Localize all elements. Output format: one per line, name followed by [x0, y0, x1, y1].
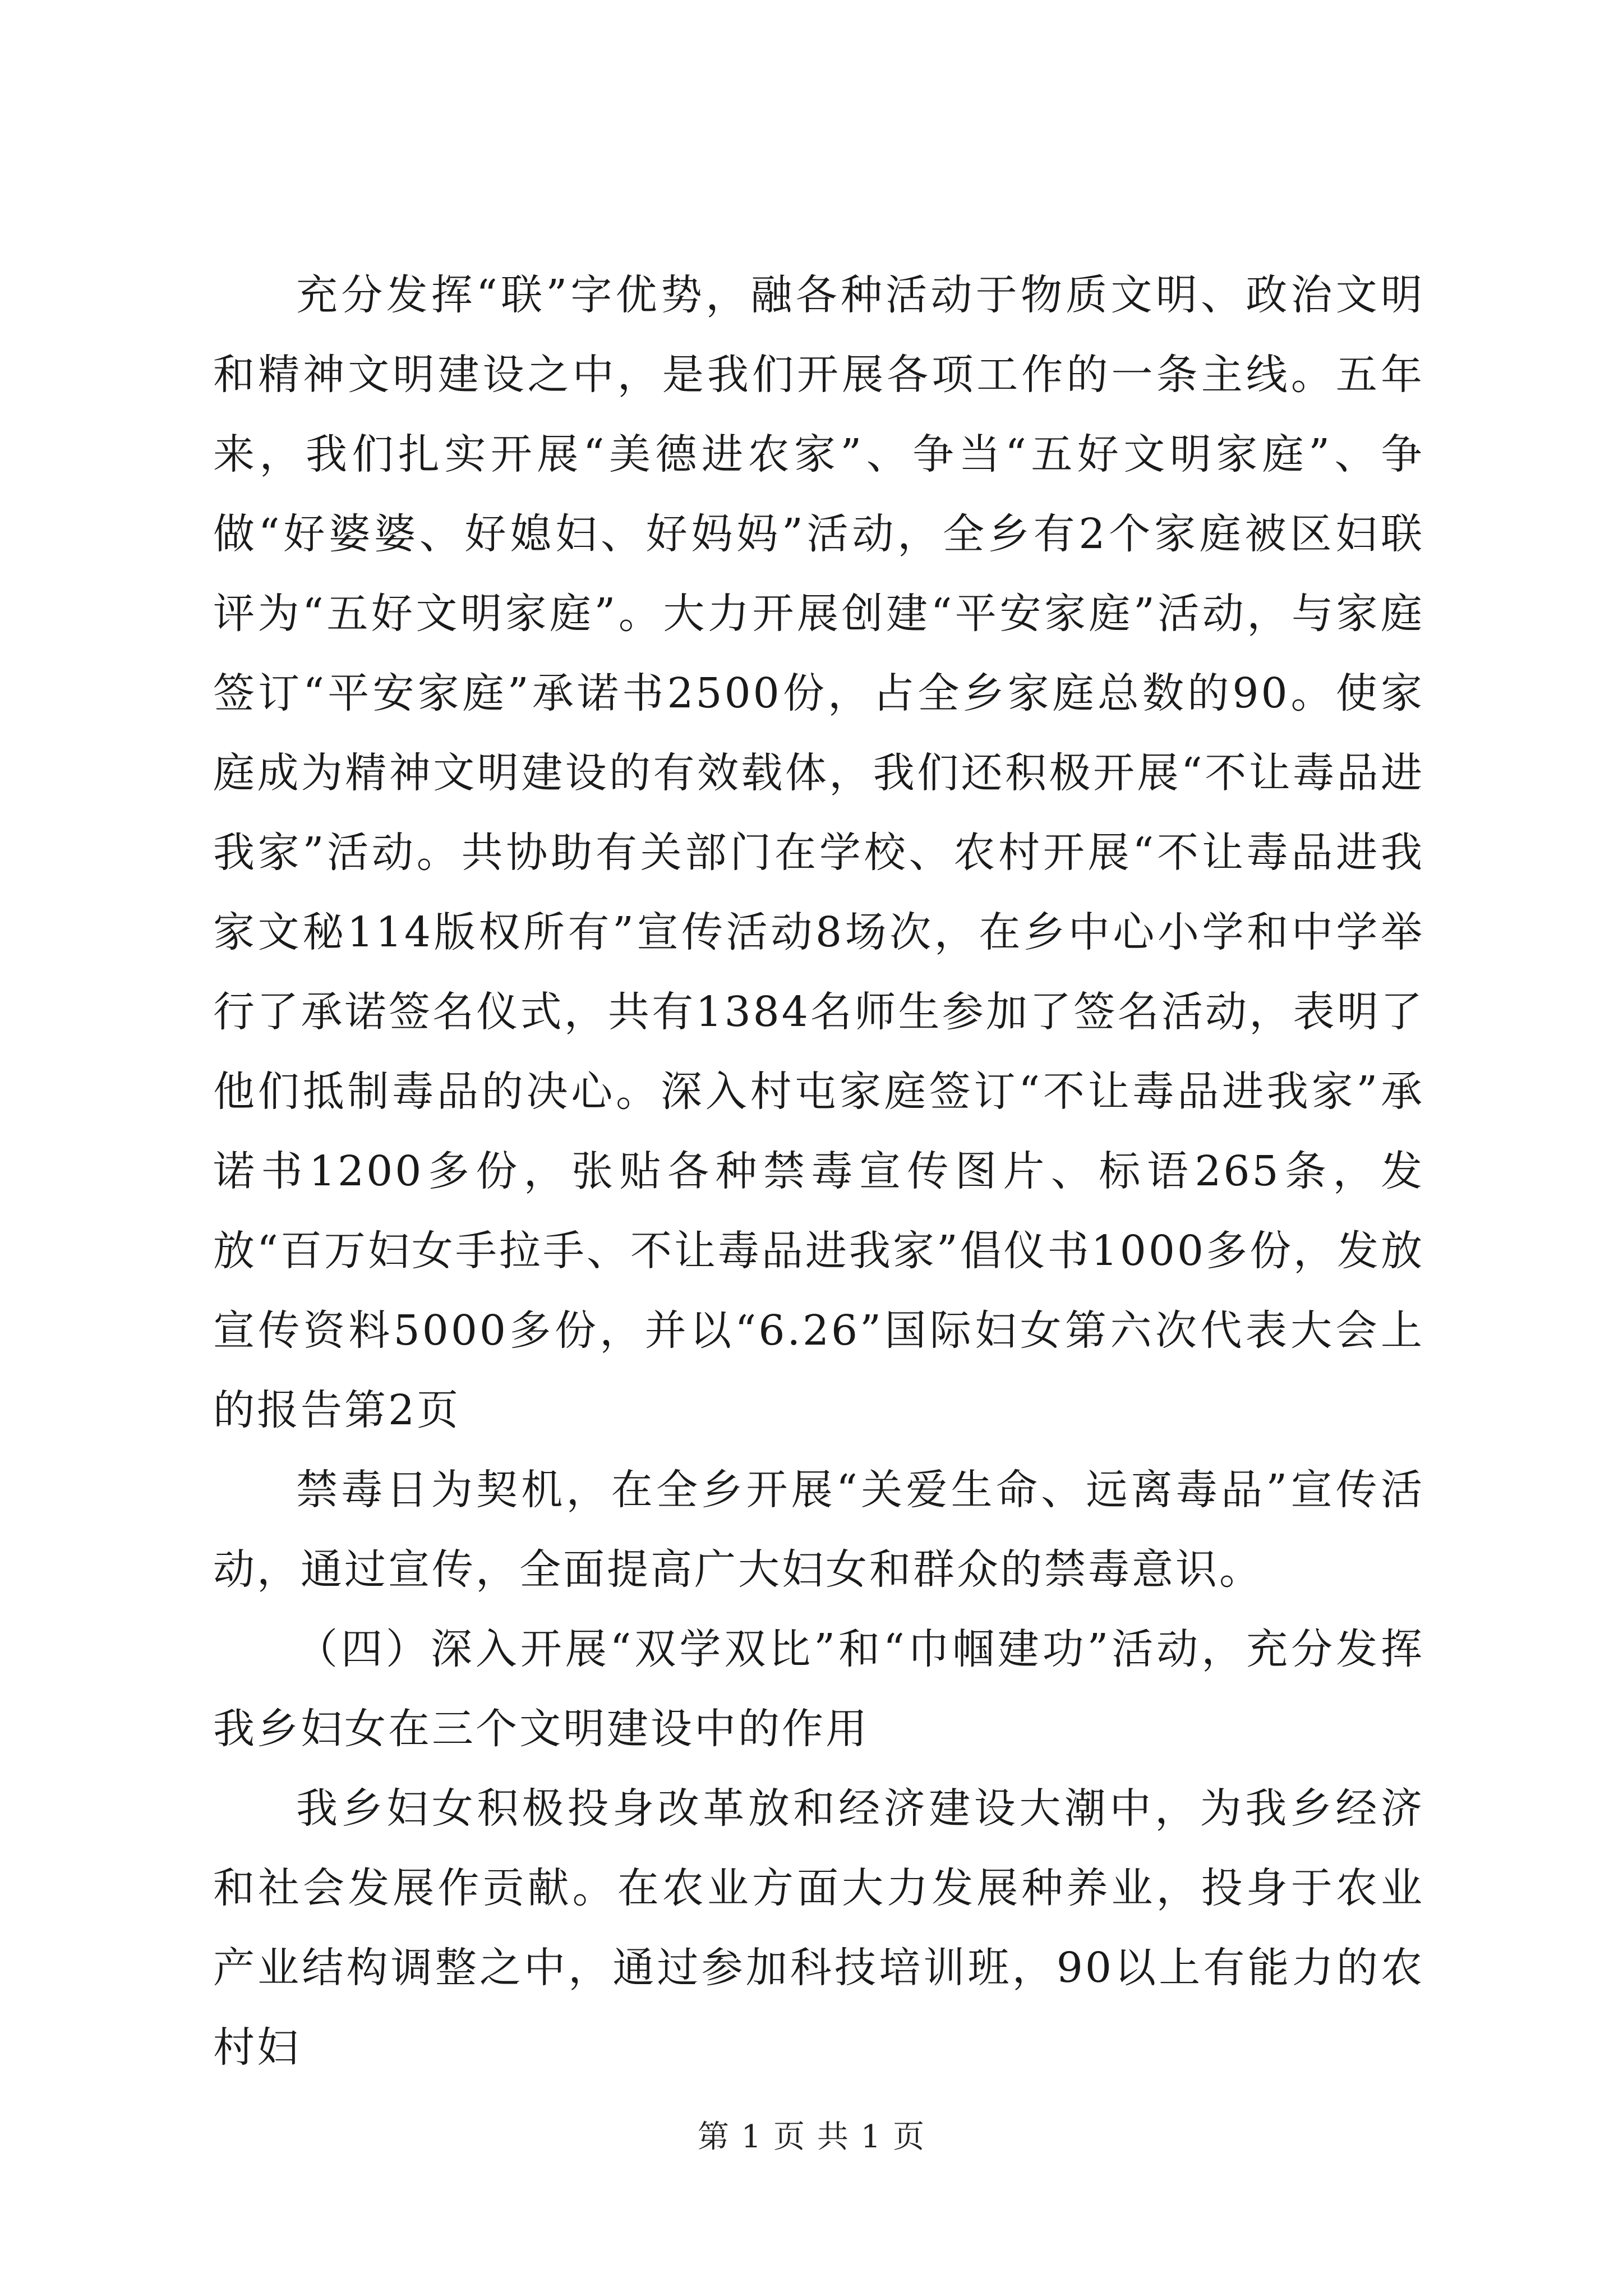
paragraph-3-heading: （四）深入开展“双学双比”和“巾帼建功”活动，充分发挥我乡妇女在三个文明建设中的作用: [213, 1625, 1424, 1753]
document-body: [213, 255, 1424, 2087]
page-footer: 第 1 页 共 1 页: [697, 2119, 926, 2155]
paragraph-1: 充分发挥“联”字优势，融各种活动于物质文明、政治文明和精神文明建设之中，是我们开展各项工作的一条主线。五年来，我们扎实开展“美德进农家”、争当“五好文明家庭”、争做“好婆婆、好媳妇、好妈妈”活动，全乡有2个家庭被区妇联评为“五好文明家庭”。大力开展创建“平安家庭”活动，与家庭签订“平安家庭”承诺书2500份，占全乡家庭总数的90。使家庭成为精神文明建设的有效载体，我们还积极开展“不让毒品进我家”活动。共协助有关部门在学校、农村开展“不让毒品进我家文秘114版权所有”宣传活动8场次，在乡中心小学和中学举行了承诺签名仪式，共有1384名师生参加了签名活动，表明了他们抵制毒品的决心。深入村屯家庭签订“不让毒品进我家”承诺书1200多份，张贴各种禁毒宣传图片、标语265条，发放“百万妇女手拉手、不让毒品进我家”倡仪书1000多份，发放宣传资料5000多份，并以“6.26”国际妇女第六次代表大会上的报告第2页: [213, 271, 1424, 1434]
paragraph-4: 我乡妇女积极投身改革放和经济建设大潮中，为我乡经济和社会发展作贡献。在农业方面大力发展种养业，投身于农业产业结构调整之中，通过参加科技培训班，90以上有能力的农村妇: [213, 1784, 1424, 2072]
paragraph-2: 禁毒日为契机，在全乡开展“关爱生命、远离毒品”宣传活动，通过宣传，全面提高广大妇女和群众的禁毒意识。: [213, 1466, 1424, 1594]
